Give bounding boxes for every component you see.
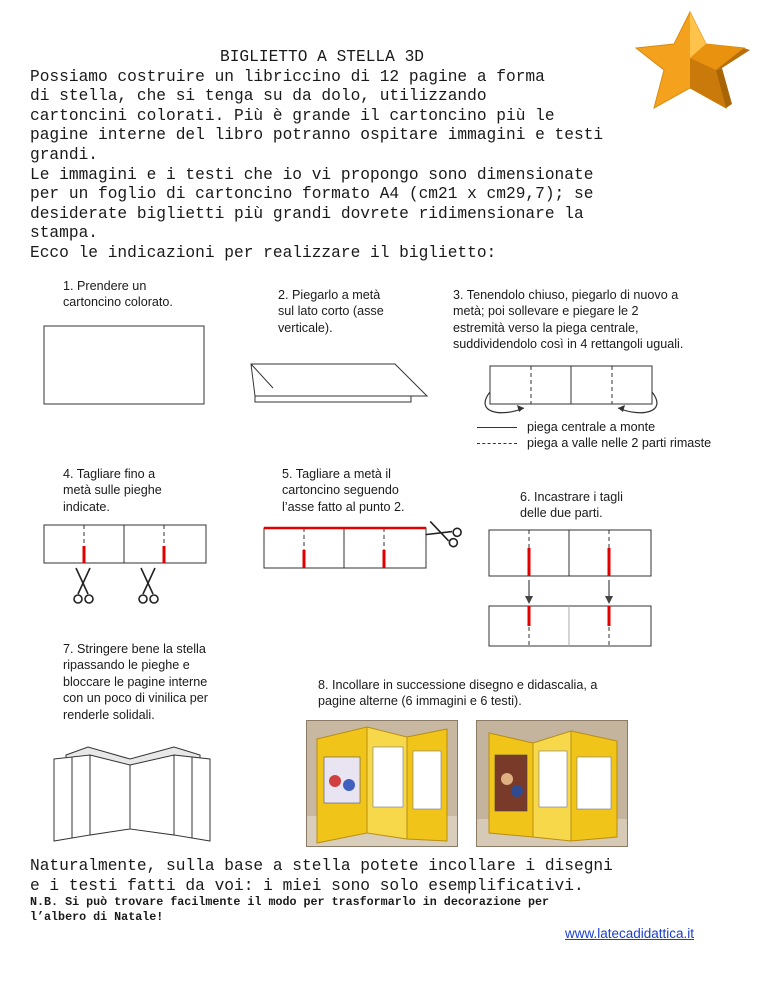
arrow-icon	[605, 580, 613, 604]
step-3-text: 3. Tenendolo chiuso, piegarlo di nuovo a metà; poi sollevare e piegare le 2 estremità verso la piega centrale, suddividendolo così in 4 rettangoli uguali.	[453, 288, 684, 352]
solid-line-sample	[477, 427, 517, 428]
legend-dashed-label: piega a valle nelle 2 parti rimaste	[527, 436, 712, 451]
step-2-diagram	[245, 360, 435, 410]
step-4-text: 4. Tagliare fino a metà sulle pieghe indicate.	[63, 467, 162, 514]
legend-solid-label: piega centrale a monte	[527, 420, 656, 434]
dashed-line-sample	[477, 443, 517, 444]
scissors-icon	[74, 568, 93, 603]
fold-legend	[477, 419, 711, 452]
closing-text: Naturalmente, sulla base a stella potete incollare i disegni e i testi fatti da voi: i miei sono solo esemplificativi.	[30, 857, 613, 895]
step-7-diagram	[50, 745, 215, 845]
example-photo-right	[476, 720, 628, 847]
arrow-icon	[525, 580, 533, 604]
page-title: BIGLIETTO A STELLA 3D	[220, 48, 424, 66]
step-6-diagram	[485, 528, 665, 652]
example-photo-left	[306, 720, 458, 847]
website-link[interactable]: www.latecadidattica.it	[565, 926, 695, 941]
step-3-diagram	[470, 362, 700, 420]
step-4-diagram	[40, 522, 220, 607]
step-6-text: 6. Incastrare i tagli delle due parti.	[520, 490, 623, 521]
step-1-text: 1. Prendere un cartoncino colorato.	[63, 279, 173, 310]
intro-block	[30, 48, 730, 264]
intro-text: Possiamo costruire un libriccino di 12 pagine a forma di stella, che si tenga su da dolo, utilizzando cartoncini colorati. Più è grande il cartoncino più le pagine interne del libro potranno ospitare immagini e testi grandi. Le immagini e i testi che io vi propongo sono dimensionate per un foglio di cartoncino formato A4 (cm21 x cm29,7); se desiderate biglietti più grandi dovrete ridimensionare la stampa. Ecco le indicazioni per realizzare il biglietto:	[30, 67, 604, 262]
step-1-diagram	[40, 322, 210, 408]
scissors-icon	[425, 519, 463, 548]
scissors-icon	[139, 568, 158, 603]
step-2-text: 2. Piegarlo a metà sul lato corto (asse verticale).	[278, 288, 384, 335]
step-8-text: 8. Incollare in successione disegno e didascalia, a pagine alterne (6 immagini e 6 testi).	[318, 678, 598, 709]
step-5-diagram	[262, 514, 462, 574]
step-5-text: 5. Tagliare a metà il cartoncino seguendo l’asse fatto al punto 2.	[282, 467, 405, 514]
step-7-text: 7. Stringere bene la stella ripassando le pieghe e bloccare le pagine interne con un poco di vinilica per renderle solidali.	[63, 642, 208, 722]
nb-note: N.B. Si può trovare facilmente il modo per trasformarlo in decorazione per l’albero di Natale!	[30, 895, 550, 924]
